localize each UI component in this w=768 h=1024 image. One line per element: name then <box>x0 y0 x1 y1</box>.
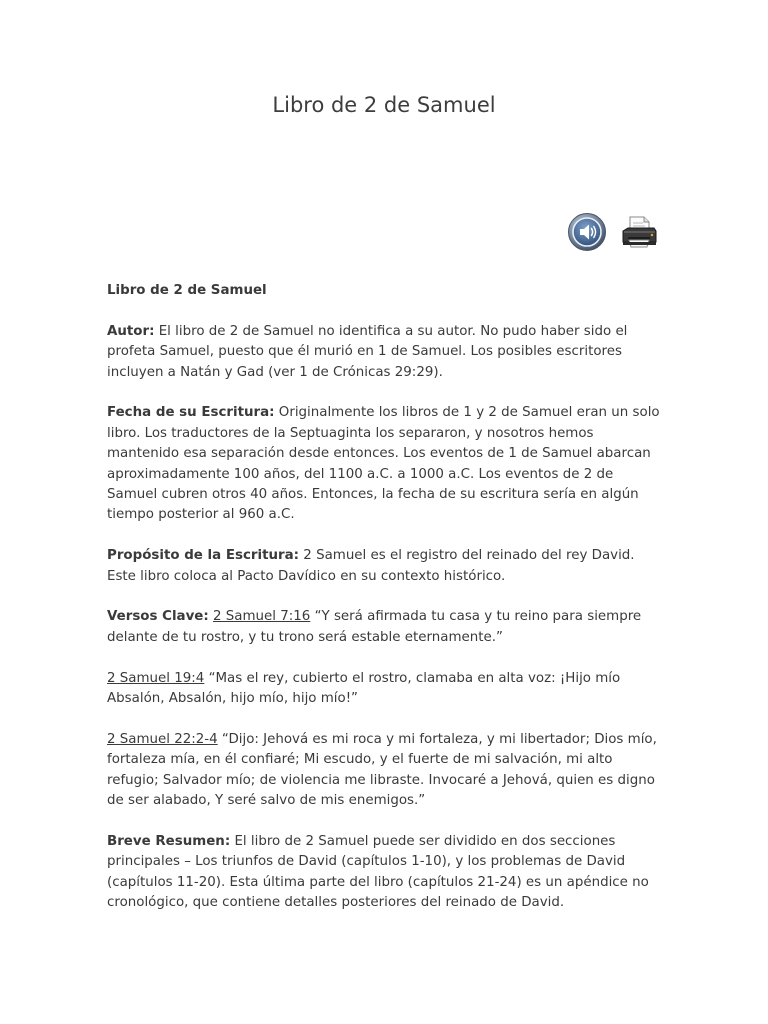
purpose-text: 2 Samuel es el registro del reinado del rey David. Este libro coloca al Pacto Davídico en su contexto histórico. <box>107 548 635 584</box>
date-label: Fecha de su Escritura: <box>107 405 275 421</box>
print-button[interactable] <box>619 213 659 251</box>
verse-link-2-samuel-7-16[interactable]: 2 Samuel 7:16 <box>213 609 311 625</box>
verse-text: “Dijo: Jehová es mi roca y mi fortaleza, y mi libertador; Dios mío, fortaleza mía, en él confiaré; Mi escudo, y el fuerte de mi salvación, mi alto refugio; Salvador mío; de violencia me libraste. Invocaré a Jehová, quien es digno de ser alabado, Y seré salvo de mis enemigos.” <box>107 731 657 809</box>
verse-link-2-samuel-22-2-4[interactable]: 2 Samuel 22:2-4 <box>107 731 218 747</box>
key-verse-paragraph <box>107 669 667 710</box>
purpose-label: Propósito de la Escritura: <box>107 548 300 564</box>
verse-text: “Mas el rey, cubierto el rostro, clamaba en alta voz: ¡Hijo mío Absalón, Absalón, hijo mío, hijo mío!” <box>107 670 621 707</box>
key-verse-paragraph <box>107 730 667 812</box>
date-text: Originalmente los libros de 1 y 2 de Samuel eran un solo libro. Los traductores de la Septuaginta los separaron, y nosotros hemos mantenido esa separación desde entonces. Los eventos de 1 de Samuel abarcan aproximadamente 100 años, del 1100 a.C. a 1000 a.C. Los eventos de 2 de Samuel cubren otros 40 años. Entonces, la fecha de su escritura sería en algún tiempo posterior al 960 a.C. <box>107 405 660 523</box>
verse-link-2-samuel-19-4[interactable]: 2 Samuel 19:4 <box>107 670 205 686</box>
page-title: Libro de 2 de Samuel <box>272 93 496 117</box>
verse-text: “Y será afirmada tu casa y tu reino para siempre delante de tu rostro, y tu trono será estable eternamente.” <box>107 609 642 645</box>
article-content <box>107 281 667 934</box>
toolbar <box>567 212 662 252</box>
printer-icon <box>619 213 659 251</box>
date-paragraph <box>107 403 667 525</box>
purpose-paragraph <box>107 546 667 587</box>
audio-button[interactable] <box>567 212 607 252</box>
summary-paragraph <box>107 832 667 914</box>
key-verse-paragraph <box>107 607 667 648</box>
article-heading: Libro de 2 de Samuel <box>107 283 267 298</box>
speaker-audio-icon <box>567 212 607 252</box>
summary-label: Breve Resumen: <box>107 833 231 849</box>
summary-text: El libro de 2 Samuel puede ser dividido en dos secciones principales – Los triunfos de David (capítulos 1-10), y los problemas de David (capítulos 11-20). Esta última parte del libro (capítulos 21-24) es un apéndice no cronológico, que contiene detalles posteriores del reinado de David. <box>107 833 649 911</box>
author-text: El libro de 2 de Samuel no identifica a su autor. No pudo haber sido el profeta Samuel, puesto que él murió en 1 de Samuel. Los posibles escritores incluyen a Natán y Gad (ver 1 de Crónicas 29:29). <box>107 323 628 380</box>
author-label: Autor: <box>107 323 155 339</box>
author-paragraph <box>107 322 667 383</box>
key-verses-label: Versos Clave: <box>107 609 209 625</box>
